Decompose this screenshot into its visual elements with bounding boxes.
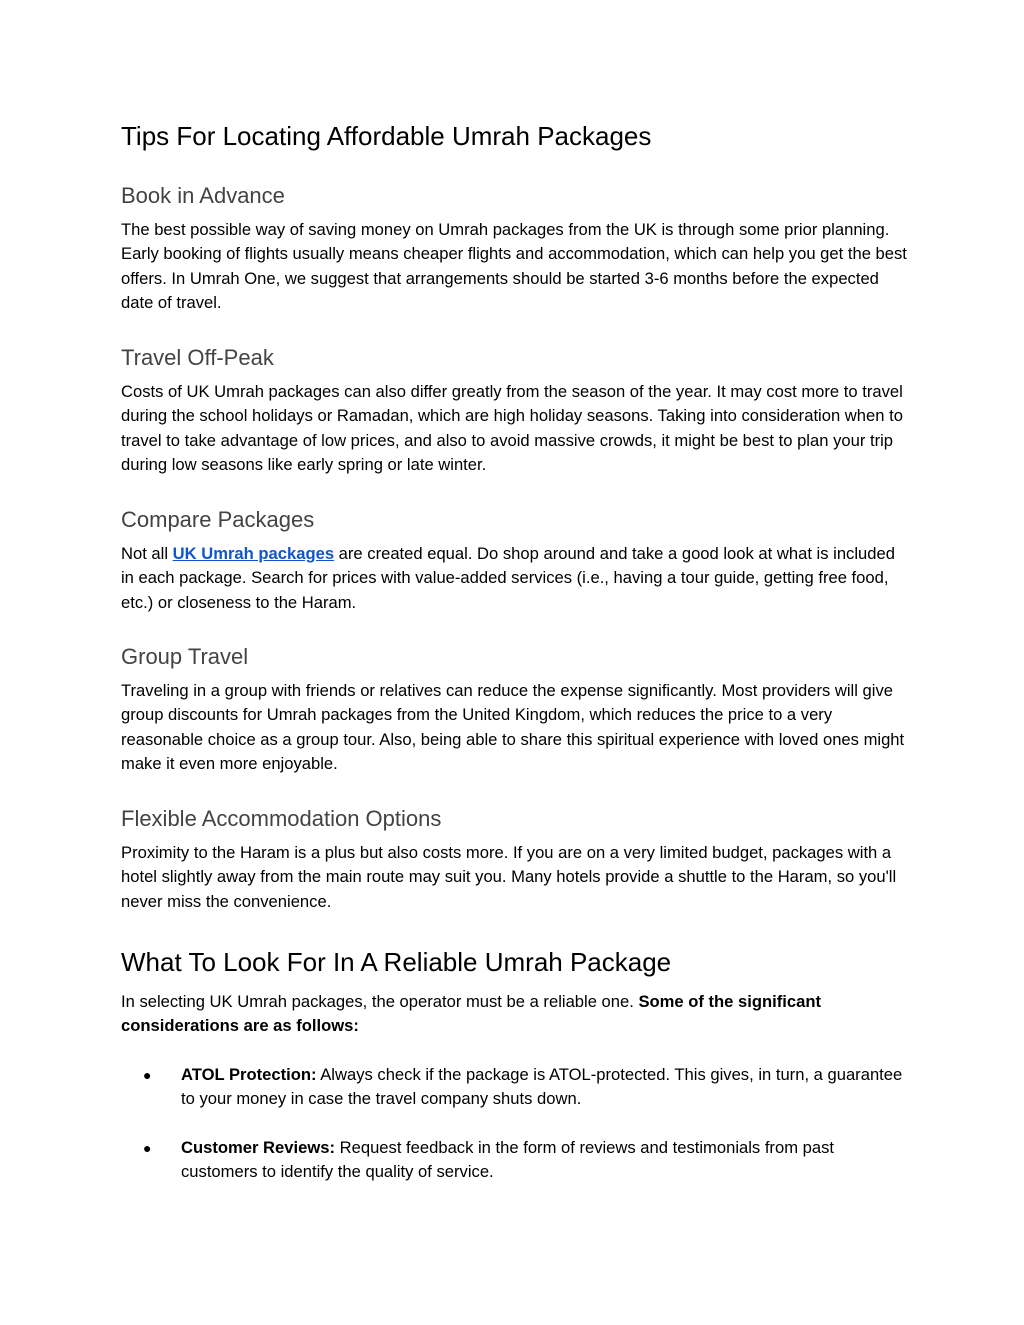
paragraph-group-travel: Traveling in a group with friends or relatives can reduce the expense significantly. Most providers will give group discounts for Umrah packages from the United Kingdom, which reduces the price to a very reasonable choice as a group tour. Also, being able to share this spiritual experience with loved ones might make it even more enjoyable. <box>121 681 905 773</box>
intro-plain-text: In selecting UK Umrah packages, the operator must be a reliable one. <box>121 992 639 1011</box>
heading-travel-off-peak: Travel Off-Peak <box>121 345 274 370</box>
paragraph-travel-off-peak: Costs of UK Umrah packages can also differ greatly from the season of the year. It may cost more to travel during the school holidays or Ramadan, which are high holiday seasons. Taking into consideration when to travel to take advantage of low prices, and also to avoid massive crowds, it might be best to plan your trip during low seasons like early spring or late winter. <box>121 382 903 474</box>
considerations-list <box>121 1063 911 1184</box>
intro-bold-text: Some of the significant considerations are as follows: <box>121 992 822 1036</box>
paragraph-flexible-accommodation: Proximity to the Haram is a plus but also costs more. If you are on a very limited budget, packages with a hotel slightly away from the main route may suit you. Many hotels provide a shuttle to the Haram, so you'll never miss the convenience. <box>121 843 897 911</box>
list-item-text: Always check if the package is ATOL-protected. This gives, in turn, a guarantee to your money in case the travel company shuts down. <box>181 1065 903 1109</box>
paragraph-intro-reliable <box>121 990 911 1039</box>
heading-group-travel: Group Travel <box>121 644 249 669</box>
list-item-customer-reviews <box>121 1136 911 1185</box>
compare-text-before: Not all <box>121 544 173 563</box>
uk-umrah-packages-link[interactable]: UK Umrah packages <box>172 544 335 563</box>
list-item-text: Request feedback in the form of reviews and testimonials from past customers to identify the quality of service. <box>181 1137 834 1181</box>
heading-book-in-advance: Book in Advance <box>121 183 285 208</box>
bullet-icon: ● <box>143 1067 152 1083</box>
compare-text-after: are created equal. Do shop around and take a good look at what is included in each package. Search for prices with value-added services (i.e., having a tour guide, getting free food, etc.) or closeness to the Haram. <box>121 544 895 612</box>
bullet-icon: ● <box>143 1139 152 1156</box>
heading-flexible-accommodation: Flexible Accommodation Options <box>121 806 442 831</box>
list-item-label: ATOL Protection: <box>181 1065 317 1084</box>
list-item-label: Customer Reviews: <box>181 1137 336 1157</box>
page-title: Tips For Locating Affordable Umrah Packages <box>121 121 652 151</box>
heading-compare-packages: Compare Packages <box>121 507 315 532</box>
section-title-reliable-package: What To Look For In A Reliable Umrah Package <box>121 947 672 977</box>
paragraph-compare-packages <box>121 542 911 615</box>
list-item-atol <box>121 1063 911 1112</box>
paragraph-book-in-advance: The best possible way of saving money on Umrah packages from the UK is through some prior planning. Early booking of flights usually means cheaper flights and accommodation, which can help you get the best offers. In Umrah One, we suggest that arrangements should be started 3-6 months before the expected date of travel. <box>121 220 907 312</box>
